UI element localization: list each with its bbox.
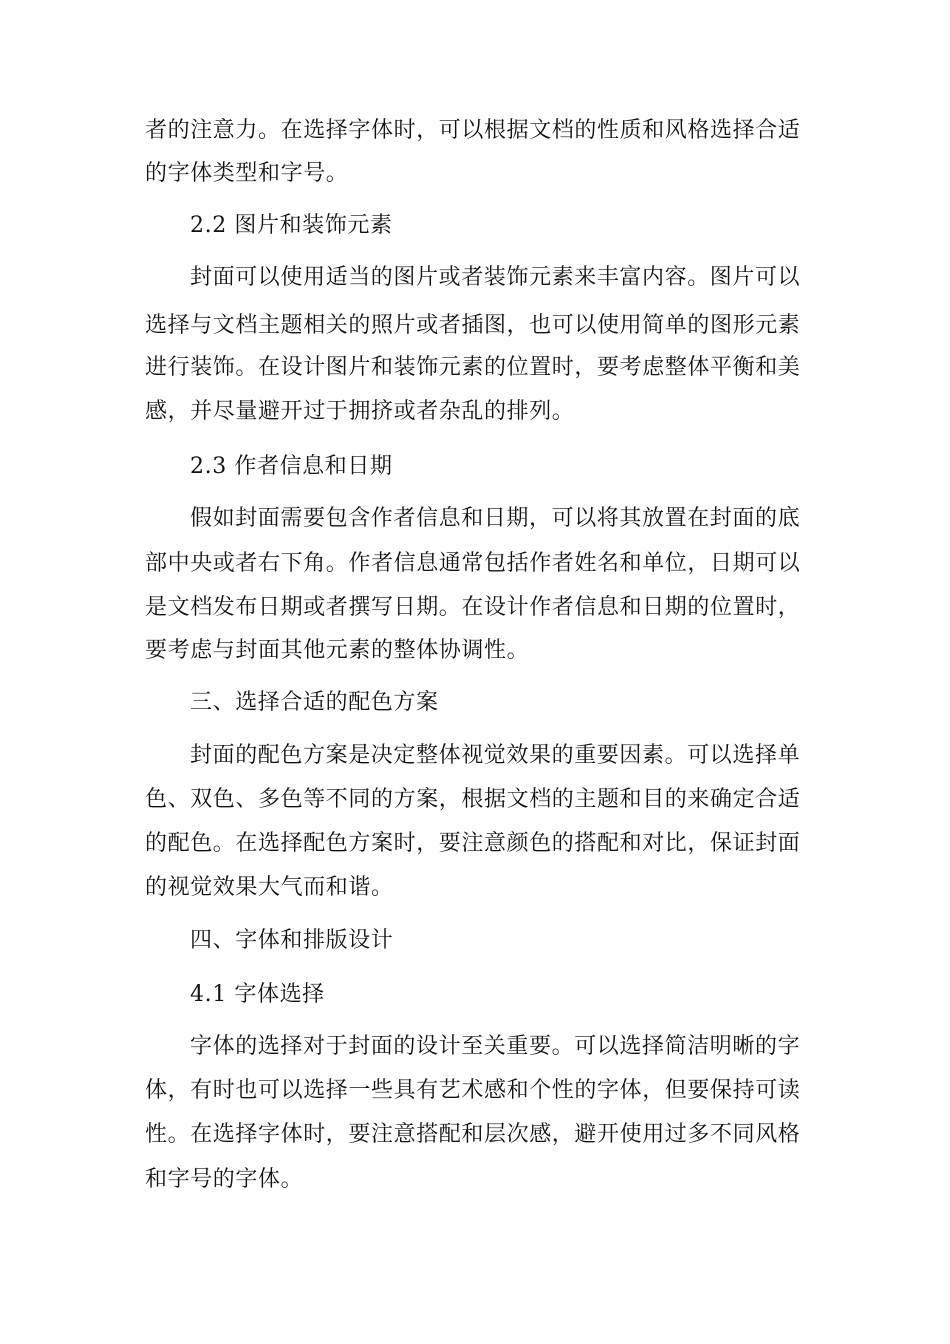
paragraph-line: 色、双色、多色等不同的方案，根据文档的主题和目的来确定合适 [145,787,801,812]
paragraph-line: 封面的配色方案是决定整体视觉效果的重要因素。可以选择单 [190,743,801,768]
paragraph-line: 封面可以使用适当的图片或者装饰元素来丰富内容。图片可以 [190,265,801,290]
paragraph-line: 是文档发布日期或者撰写日期。在设计作者信息和日期的位置时， [145,595,801,620]
paragraph-line: 要考虑与封面其他元素的整体协调性。 [145,638,530,663]
paragraph-line: 字体的选择对于封面的设计至关重要。可以选择简洁明晰的字 [190,1034,801,1059]
section-heading-3: 三、选择合适的配色方案 [190,690,439,715]
paragraph-line: 假如封面需要包含作者信息和日期，可以将其放置在封面的底 [190,506,801,531]
paragraph-line: 的字体类型和字号。 [145,161,349,186]
paragraph-line: 部中央或者右下角。作者信息通常包括作者姓名和单位，日期可以 [145,551,801,576]
paragraph-line: 进行装饰。在设计图片和装饰元素的位置时，要考虑整体平衡和美 [145,355,801,380]
section-heading-2-2: 2.2 图片和装饰元素 [190,213,393,238]
paragraph-line: 的视觉效果大气而和谐。 [145,875,394,900]
paragraph-line: 者的注意力。在选择字体时，可以根据文档的性质和风格选择合适 [145,118,801,143]
section-heading-2-3: 2.3 作者信息和日期 [190,454,393,479]
paragraph-line: 性。在选择字体时，要注意搭配和层次感，避开使用过多不同风格 [145,1122,801,1147]
paragraph-line: 的配色。在选择配色方案时，要注意颜色的搭配和对比，保证封面 [145,831,801,856]
section-heading-4-1: 4.1 字体选择 [190,982,325,1007]
paragraph-line: 选择与文档主题相关的照片或者插图，也可以使用简单的图形元素 [145,313,801,338]
section-heading-4: 四、字体和排版设计 [190,928,394,953]
paragraph-line: 感，并尽量避开过于拥挤或者杂乱的排列。 [145,399,575,424]
paragraph-line: 和字号的字体。 [145,1167,304,1192]
paragraph-line: 体，有时也可以选择一些具有艺术感和个性的字体，但要保持可读 [145,1078,801,1103]
